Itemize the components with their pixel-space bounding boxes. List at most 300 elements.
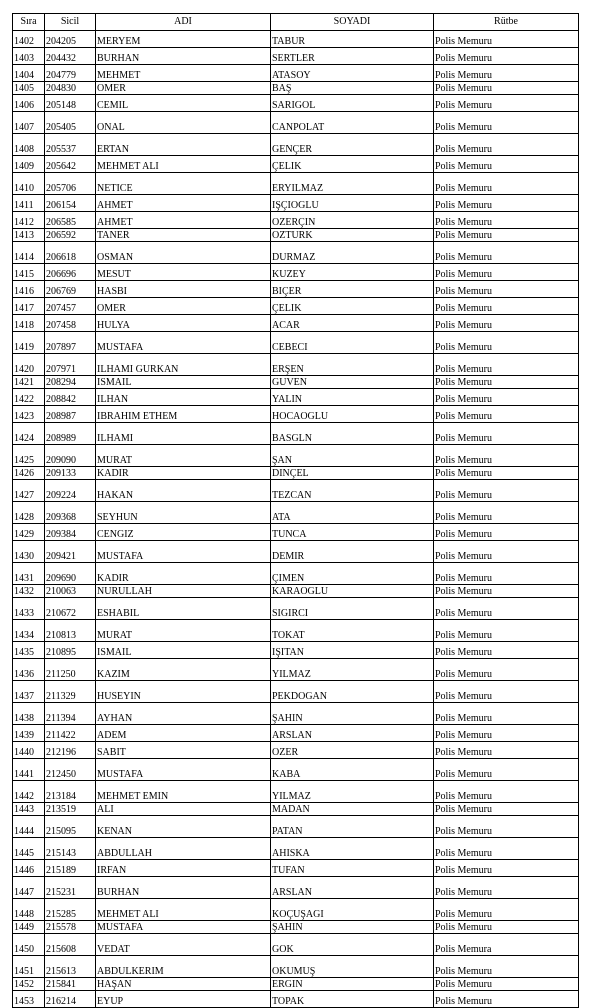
cell-rutbe: Polis Memuru	[434, 816, 579, 838]
cell-soyadi: ATASOY	[271, 65, 434, 82]
cell-soyadi: TEZCAN	[271, 480, 434, 502]
table-row	[13, 242, 579, 264]
cell-adi: BURHAN	[96, 877, 271, 899]
cell-sicil: 215578	[45, 921, 96, 934]
cell-rutbe: Polis Memuru	[434, 95, 579, 112]
cell-rutbe: Polis Memuru	[434, 406, 579, 423]
cell-rutbe: Polis Memuru	[434, 978, 579, 991]
cell-sicil: 205148	[45, 95, 96, 112]
cell-sicil: 215841	[45, 978, 96, 991]
header-soyadi: SOYADI	[271, 14, 434, 31]
cell-soyadi: YALIN	[271, 389, 434, 406]
cell-rutbe: Polis Memuru	[434, 65, 579, 82]
cell-sira: 1412	[13, 212, 45, 229]
cell-sira: 1428	[13, 502, 45, 524]
cell-rutbe: Polis Memuru	[434, 156, 579, 173]
cell-sira: 1413	[13, 229, 45, 242]
cell-sira: 1440	[13, 742, 45, 759]
cell-rutbe: Polis Memuru	[434, 112, 579, 134]
cell-rutbe: Polis Memuru	[434, 860, 579, 877]
cell-sira: 1418	[13, 315, 45, 332]
cell-sira: 1416	[13, 281, 45, 298]
cell-sira: 1407	[13, 112, 45, 134]
cell-sira: 1445	[13, 838, 45, 860]
cell-adi: ISMAIL	[96, 376, 271, 389]
cell-sira: 1444	[13, 816, 45, 838]
cell-rutbe: Polis Memuru	[434, 173, 579, 195]
cell-sicil: 215613	[45, 956, 96, 978]
cell-sicil: 204205	[45, 31, 96, 48]
cell-sira: 1404	[13, 65, 45, 82]
cell-sicil: 209421	[45, 541, 96, 563]
cell-sira: 1429	[13, 524, 45, 541]
cell-rutbe: Polis Memuru	[434, 759, 579, 781]
table-row	[13, 315, 579, 332]
cell-rutbe: Polis Memuru	[434, 445, 579, 467]
cell-soyadi: PEKDOGAN	[271, 681, 434, 703]
cell-adi: SEYHUN	[96, 502, 271, 524]
cell-soyadi: KOÇUŞAGI	[271, 899, 434, 921]
cell-adi: ILHAMI	[96, 423, 271, 445]
cell-sira: 1414	[13, 242, 45, 264]
cell-soyadi: KABA	[271, 759, 434, 781]
cell-sicil: 205537	[45, 134, 96, 156]
cell-soyadi: ŞAN	[271, 445, 434, 467]
cell-soyadi: SARIGOL	[271, 95, 434, 112]
cell-rutbe: Polis Memuru	[434, 921, 579, 934]
cell-rutbe: Polis Memuru	[434, 563, 579, 585]
table-row	[13, 899, 579, 921]
cell-sira: 1446	[13, 860, 45, 877]
cell-adi: OMER	[96, 82, 271, 95]
cell-adi: MUSTAFA	[96, 921, 271, 934]
cell-adi: OMER	[96, 298, 271, 315]
cell-sira: 1422	[13, 389, 45, 406]
cell-soyadi: DINÇEL	[271, 467, 434, 480]
table-row	[13, 31, 579, 48]
cell-sicil: 208987	[45, 406, 96, 423]
cell-sicil: 204830	[45, 82, 96, 95]
table-row	[13, 376, 579, 389]
cell-soyadi: ACAR	[271, 315, 434, 332]
cell-soyadi: ÇELIK	[271, 298, 434, 315]
cell-adi: SABIT	[96, 742, 271, 759]
cell-sicil: 209133	[45, 467, 96, 480]
table-row	[13, 195, 579, 212]
cell-sira: 1405	[13, 82, 45, 95]
cell-sicil: 212450	[45, 759, 96, 781]
table-row	[13, 642, 579, 659]
cell-sicil: 207971	[45, 354, 96, 376]
cell-soyadi: TOPAK	[271, 991, 434, 1008]
cell-adi: ILHAMI GURKAN	[96, 354, 271, 376]
cell-sira: 1406	[13, 95, 45, 112]
cell-adi: MEHMET	[96, 65, 271, 82]
cell-adi: MUSTAFA	[96, 541, 271, 563]
table-row	[13, 82, 579, 95]
cell-soyadi: SERTLER	[271, 48, 434, 65]
cell-rutbe: Polis Memuru	[434, 725, 579, 742]
cell-adi: MERYEM	[96, 31, 271, 48]
cell-sira: 1434	[13, 620, 45, 642]
cell-sira: 1408	[13, 134, 45, 156]
cell-soyadi: BIÇER	[271, 281, 434, 298]
table-row	[13, 725, 579, 742]
table-row	[13, 541, 579, 563]
cell-adi: MUSTAFA	[96, 332, 271, 354]
cell-adi: HUSEYIN	[96, 681, 271, 703]
cell-sira: 1442	[13, 781, 45, 803]
cell-adi: ABDULKERIM	[96, 956, 271, 978]
header-rutbe: Rütbe	[434, 14, 579, 31]
cell-sicil: 209090	[45, 445, 96, 467]
personnel-table	[12, 13, 579, 1008]
cell-rutbe: Polis Memuru	[434, 389, 579, 406]
table-row	[13, 585, 579, 598]
cell-sicil: 207897	[45, 332, 96, 354]
cell-sicil: 211422	[45, 725, 96, 742]
cell-sicil: 206618	[45, 242, 96, 264]
cell-adi: ALI	[96, 803, 271, 816]
cell-soyadi: TUNCA	[271, 524, 434, 541]
table-row	[13, 598, 579, 620]
cell-adi: ESHABIL	[96, 598, 271, 620]
cell-sicil: 215189	[45, 860, 96, 877]
table-row	[13, 803, 579, 816]
table-row	[13, 156, 579, 173]
cell-soyadi: PATAN	[271, 816, 434, 838]
cell-sicil: 210672	[45, 598, 96, 620]
cell-sira: 1426	[13, 467, 45, 480]
table-row	[13, 173, 579, 195]
cell-soyadi: BAŞ	[271, 82, 434, 95]
cell-sira: 1438	[13, 703, 45, 725]
table-row	[13, 229, 579, 242]
cell-rutbe: Polis Memuru	[434, 298, 579, 315]
cell-adi: MURAT	[96, 620, 271, 642]
cell-soyadi: YILMAZ	[271, 659, 434, 681]
cell-adi: IRFAN	[96, 860, 271, 877]
cell-sira: 1453	[13, 991, 45, 1008]
table-row	[13, 112, 579, 134]
cell-rutbe: Polis Memuru	[434, 524, 579, 541]
cell-rutbe: Polis Memuru	[434, 598, 579, 620]
header-sira: Sıra	[13, 14, 45, 31]
cell-sira: 1450	[13, 934, 45, 956]
cell-rutbe: Polis Memuru	[434, 899, 579, 921]
cell-rutbe: Polis Memuru	[434, 281, 579, 298]
cell-soyadi: GOK	[271, 934, 434, 956]
cell-rutbe: Polis Memuru	[434, 480, 579, 502]
cell-sicil: 206696	[45, 264, 96, 281]
cell-adi: EYUP	[96, 991, 271, 1008]
cell-rutbe: Polis Memuru	[434, 620, 579, 642]
cell-rutbe: Polis Memuru	[434, 376, 579, 389]
table-row	[13, 956, 579, 978]
cell-rutbe: Polis Memuru	[434, 48, 579, 65]
table-row	[13, 389, 579, 406]
cell-soyadi: TABUR	[271, 31, 434, 48]
cell-sicil: 209690	[45, 563, 96, 585]
cell-rutbe: Polis Memuru	[434, 541, 579, 563]
cell-rutbe: Polis Memuru	[434, 681, 579, 703]
cell-sicil: 205706	[45, 173, 96, 195]
cell-rutbe: Polis Memuru	[434, 195, 579, 212]
cell-adi: ERTAN	[96, 134, 271, 156]
table-row	[13, 281, 579, 298]
cell-adi: ILHAN	[96, 389, 271, 406]
cell-soyadi: OZER	[271, 742, 434, 759]
table-row	[13, 445, 579, 467]
table-row	[13, 524, 579, 541]
cell-rutbe: Polis Memuru	[434, 354, 579, 376]
cell-sira: 1411	[13, 195, 45, 212]
cell-soyadi: HOCAOGLU	[271, 406, 434, 423]
cell-adi: MEHMET ALI	[96, 899, 271, 921]
cell-sira: 1448	[13, 899, 45, 921]
table-row	[13, 264, 579, 281]
cell-soyadi: DURMAZ	[271, 242, 434, 264]
cell-sira: 1425	[13, 445, 45, 467]
cell-adi: MESUT	[96, 264, 271, 281]
cell-rutbe: Polis Memuru	[434, 642, 579, 659]
cell-adi: KADIR	[96, 467, 271, 480]
cell-adi: KADIR	[96, 563, 271, 585]
table-row	[13, 991, 579, 1008]
table-row	[13, 877, 579, 899]
cell-sicil: 211250	[45, 659, 96, 681]
cell-soyadi: KARAOGLU	[271, 585, 434, 598]
cell-adi: VEDAT	[96, 934, 271, 956]
cell-rutbe: Polis Memuru	[434, 502, 579, 524]
cell-sicil: 215095	[45, 816, 96, 838]
cell-soyadi: GUVEN	[271, 376, 434, 389]
cell-rutbe: Polis Memuru	[434, 838, 579, 860]
cell-rutbe: Polis Memuru	[434, 212, 579, 229]
cell-sicil: 206585	[45, 212, 96, 229]
cell-soyadi: ŞAHIN	[271, 703, 434, 725]
table-row	[13, 332, 579, 354]
cell-sicil: 209224	[45, 480, 96, 502]
cell-sicil: 209384	[45, 524, 96, 541]
cell-sicil: 211394	[45, 703, 96, 725]
cell-rutbe: Polis Memura	[434, 934, 579, 956]
cell-soyadi: YILMAZ	[271, 781, 434, 803]
cell-rutbe: Polis Memuru	[434, 803, 579, 816]
table-row	[13, 781, 579, 803]
cell-adi: ABDULLAH	[96, 838, 271, 860]
cell-adi: KENAN	[96, 816, 271, 838]
cell-soyadi: KUZEY	[271, 264, 434, 281]
cell-soyadi: ERGIN	[271, 978, 434, 991]
cell-sira: 1423	[13, 406, 45, 423]
cell-sira: 1431	[13, 563, 45, 585]
cell-adi: ADEM	[96, 725, 271, 742]
table-row	[13, 860, 579, 877]
cell-adi: CEMIL	[96, 95, 271, 112]
cell-sira: 1421	[13, 376, 45, 389]
cell-adi: ISMAIL	[96, 642, 271, 659]
cell-rutbe: Polis Memuru	[434, 82, 579, 95]
cell-rutbe: Polis Memuru	[434, 659, 579, 681]
cell-adi: AYHAN	[96, 703, 271, 725]
cell-rutbe: Polis Memuru	[434, 467, 579, 480]
cell-adi: ONAL	[96, 112, 271, 134]
cell-soyadi: CANPOLAT	[271, 112, 434, 134]
cell-sicil: 210063	[45, 585, 96, 598]
cell-sicil: 209368	[45, 502, 96, 524]
cell-soyadi: AHISKA	[271, 838, 434, 860]
table-body	[13, 31, 579, 1008]
cell-sicil: 211329	[45, 681, 96, 703]
cell-sira: 1437	[13, 681, 45, 703]
cell-sira: 1409	[13, 156, 45, 173]
cell-adi: MURAT	[96, 445, 271, 467]
table-row	[13, 978, 579, 991]
cell-adi: MUSTAFA	[96, 759, 271, 781]
table-row	[13, 298, 579, 315]
cell-soyadi: BASGLN	[271, 423, 434, 445]
cell-sira: 1433	[13, 598, 45, 620]
cell-sira: 1452	[13, 978, 45, 991]
table-row	[13, 703, 579, 725]
cell-soyadi: OKUMUŞ	[271, 956, 434, 978]
cell-rutbe: Polis Memuru	[434, 332, 579, 354]
cell-adi: OSMAN	[96, 242, 271, 264]
cell-soyadi: CEBECI	[271, 332, 434, 354]
table-row	[13, 759, 579, 781]
header-row	[13, 14, 579, 31]
cell-rutbe: Polis Memuru	[434, 264, 579, 281]
cell-sicil: 207458	[45, 315, 96, 332]
table-row	[13, 563, 579, 585]
cell-rutbe: Polis Memuru	[434, 877, 579, 899]
cell-adi: AHMET	[96, 212, 271, 229]
cell-sicil: 213519	[45, 803, 96, 816]
cell-sira: 1415	[13, 264, 45, 281]
header-adi: ADI	[96, 14, 271, 31]
table-row	[13, 354, 579, 376]
cell-adi: HULYA	[96, 315, 271, 332]
cell-rutbe: Polis Memuru	[434, 315, 579, 332]
cell-sira: 1435	[13, 642, 45, 659]
cell-sicil: 206154	[45, 195, 96, 212]
cell-sicil: 205405	[45, 112, 96, 134]
table-row	[13, 681, 579, 703]
cell-sicil: 215143	[45, 838, 96, 860]
table-row	[13, 742, 579, 759]
cell-sira: 1402	[13, 31, 45, 48]
header-sicil: Sicil	[45, 14, 96, 31]
cell-rutbe: Polis Memuru	[434, 423, 579, 445]
table-row	[13, 48, 579, 65]
cell-soyadi: ÇIMEN	[271, 563, 434, 585]
cell-sira: 1419	[13, 332, 45, 354]
cell-sicil: 204432	[45, 48, 96, 65]
cell-rutbe: Polis Memuru	[434, 742, 579, 759]
cell-sicil: 208842	[45, 389, 96, 406]
cell-sicil: 212196	[45, 742, 96, 759]
table-row	[13, 134, 579, 156]
cell-soyadi: ERYILMAZ	[271, 173, 434, 195]
table-row	[13, 502, 579, 524]
cell-sicil: 204779	[45, 65, 96, 82]
table-row	[13, 467, 579, 480]
table-row	[13, 212, 579, 229]
cell-adi: KAZIM	[96, 659, 271, 681]
cell-sicil: 207457	[45, 298, 96, 315]
cell-adi: MEHMET EMIN	[96, 781, 271, 803]
cell-adi: MEHMET ALI	[96, 156, 271, 173]
cell-adi: CENGIZ	[96, 524, 271, 541]
cell-soyadi: ARSLAN	[271, 877, 434, 899]
cell-sicil: 215285	[45, 899, 96, 921]
cell-rutbe: Polis Memuru	[434, 242, 579, 264]
cell-sira: 1427	[13, 480, 45, 502]
cell-sicil: 210895	[45, 642, 96, 659]
table-row	[13, 838, 579, 860]
cell-adi: HAŞAN	[96, 978, 271, 991]
cell-adi: HAKAN	[96, 480, 271, 502]
cell-adi: NETICE	[96, 173, 271, 195]
cell-sira: 1436	[13, 659, 45, 681]
cell-soyadi: ARSLAN	[271, 725, 434, 742]
cell-soyadi: IŞITAN	[271, 642, 434, 659]
cell-sira: 1403	[13, 48, 45, 65]
cell-adi: HASBI	[96, 281, 271, 298]
table-row	[13, 620, 579, 642]
cell-rutbe: Polis Memuru	[434, 229, 579, 242]
cell-soyadi: OZERÇIN	[271, 212, 434, 229]
table-row	[13, 423, 579, 445]
cell-soyadi: ŞAHIN	[271, 921, 434, 934]
cell-sira: 1451	[13, 956, 45, 978]
cell-rutbe: Polis Memuru	[434, 134, 579, 156]
cell-rutbe: Polis Memuru	[434, 31, 579, 48]
cell-rutbe: Polis Memuru	[434, 781, 579, 803]
cell-sicil: 216214	[45, 991, 96, 1008]
cell-adi: IBRAHIM ETHEM	[96, 406, 271, 423]
cell-soyadi: SIGIRCI	[271, 598, 434, 620]
cell-sira: 1441	[13, 759, 45, 781]
cell-sira: 1439	[13, 725, 45, 742]
cell-sira: 1430	[13, 541, 45, 563]
cell-adi: TANER	[96, 229, 271, 242]
cell-sicil: 215608	[45, 934, 96, 956]
table-row	[13, 65, 579, 82]
cell-adi: BURHAN	[96, 48, 271, 65]
cell-sicil: 205642	[45, 156, 96, 173]
cell-soyadi: OZTURK	[271, 229, 434, 242]
cell-soyadi: TUFAN	[271, 860, 434, 877]
cell-soyadi: DEMIR	[271, 541, 434, 563]
cell-soyadi: TOKAT	[271, 620, 434, 642]
cell-rutbe: Polis Memuru	[434, 991, 579, 1008]
cell-sira: 1410	[13, 173, 45, 195]
cell-sira: 1449	[13, 921, 45, 934]
cell-soyadi: GENÇER	[271, 134, 434, 156]
cell-sicil: 215231	[45, 877, 96, 899]
cell-sira: 1432	[13, 585, 45, 598]
table-row	[13, 480, 579, 502]
cell-soyadi: MADAN	[271, 803, 434, 816]
cell-rutbe: Polis Memuru	[434, 585, 579, 598]
cell-rutbe: Polis Memuru	[434, 956, 579, 978]
table-row	[13, 659, 579, 681]
cell-rutbe: Polis Memuru	[434, 703, 579, 725]
table-row	[13, 95, 579, 112]
cell-adi: NURULLAH	[96, 585, 271, 598]
